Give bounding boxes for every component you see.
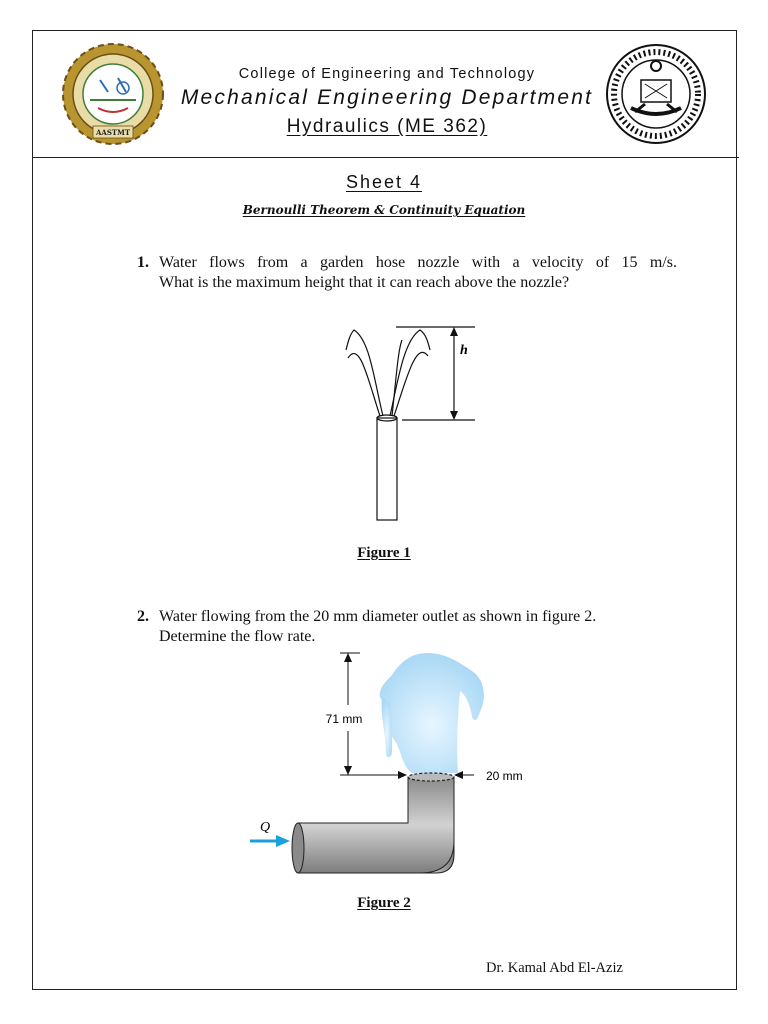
height-dimension-label: 71 mm xyxy=(325,712,363,726)
question-text-line2: What is the maximum height that it can reach above the nozzle? xyxy=(159,274,570,291)
author-name: Dr. Kamal Abd El-Aziz xyxy=(486,960,623,976)
water-jet xyxy=(380,653,484,773)
sheet-subtitle: Bernoulli Theorem & Continuity Equation xyxy=(242,203,526,217)
figure-1-caption: Figure 1 xyxy=(357,545,411,561)
diameter-dimension-label: 20 mm xyxy=(486,769,523,783)
figure-2-elbow-outlet-diagram xyxy=(240,645,550,875)
question-number: 1. xyxy=(137,254,149,271)
header-divider xyxy=(32,157,739,158)
svg-text:AASTMT: AASTMT xyxy=(95,128,131,137)
question-text-line1: Water flows from a garden hose nozzle with a velocity of 15 m/s. xyxy=(159,254,677,271)
flow-label-q: Q xyxy=(260,820,271,835)
college-name: College of Engineering and Technology xyxy=(238,66,536,82)
question-number: 2. xyxy=(137,608,149,625)
question-text-line1: Water flowing from the 20 mm diameter outlet as shown in figure 2. xyxy=(159,608,597,625)
question-1 xyxy=(137,253,677,293)
figure-1-nozzle-diagram xyxy=(340,320,490,530)
course-title: Hydraulics (ME 362) xyxy=(286,116,488,137)
question-text-line2: Determine the flow rate. xyxy=(159,628,316,645)
question-2 xyxy=(137,607,677,647)
sheet-title: Sheet 4 xyxy=(345,172,423,192)
height-label-h: h xyxy=(460,343,468,358)
department-name: Mechanical Engineering Department xyxy=(180,86,594,109)
figure-2-caption: Figure 2 xyxy=(357,895,411,911)
